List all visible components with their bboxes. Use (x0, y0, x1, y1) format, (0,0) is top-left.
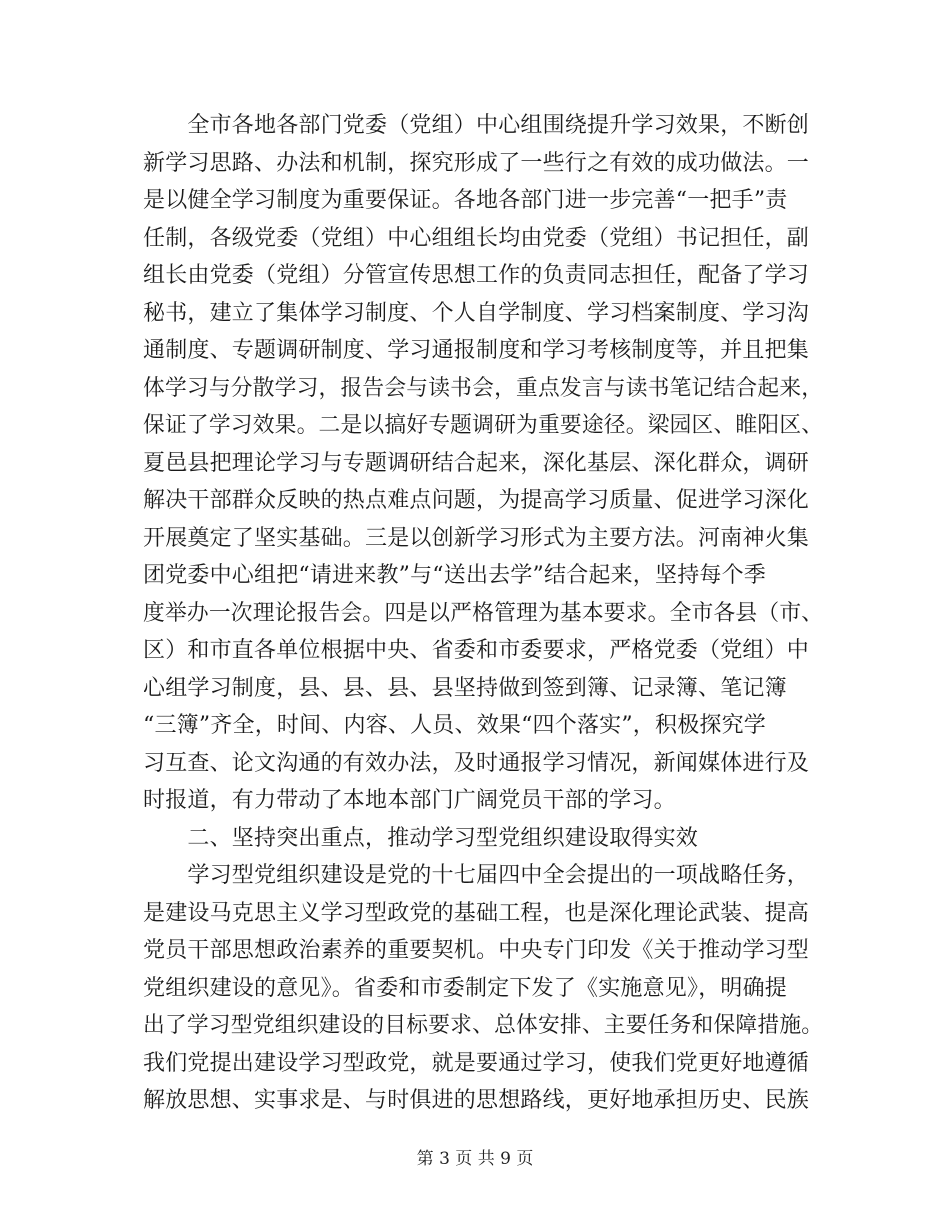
body-text-line: 党员干部思想政治素养的重要契机。中央专门印发《关于推动学习型 (143, 938, 810, 963)
section-heading: 二、坚持突出重点，推动学习型党组织建设取得实效 (143, 826, 699, 851)
body-text-line: 习互查、论文沟通的有效办法，及时通报学习情况，新闻媒体进行及 (143, 751, 810, 776)
body-text-line: 是建设马克思主义学习型政党的基础工程，也是深化理论武装、提高 (143, 901, 810, 926)
body-text-line: 出了学习型党组织建设的目标要求、总体安排、主要任务和保障措施。 (143, 1013, 824, 1038)
body-text-line: 新学习思路、办法和机制，探究形成了一些行之有效的成功做法。一 (143, 151, 810, 176)
body-text-line: 全市各地各部门党委（党组）中心组围绕提升学习效果，不断创 (143, 113, 810, 138)
body-text-line: “三簿”齐全，时间、内容、人员、效果“四个落实”，积极探究学 (143, 713, 766, 738)
body-text-line: 开展奠定了坚实基础。三是以创新学习形式为主要方法。河南神火集 (143, 526, 810, 551)
body-text-line: 时报道，有力带动了本地本部门广阔党员干部的学习。 (143, 788, 676, 813)
body-text-line: 我们党提出建设学习型政党，就是要通过学习，使我们党更好地遵循 (143, 1051, 810, 1076)
page-number-footer: 第 3 页 共 9 页 (416, 1149, 534, 1169)
body-text-line: 学习型党组织建设是党的十七届四中全会提出的一项战略任务， (143, 863, 810, 888)
body-text-line: 体学习与分散学习，报告会与读书会，重点发言与读书笔记结合起来， (143, 376, 824, 401)
body-text-line: 是以健全学习制度为重要保证。各地各部门进一步完善“一把手”责 (143, 188, 788, 213)
body-text-line: 党组织建设的意见》。省委和市委制定下发了《实施意见》，明确提 (143, 976, 788, 1001)
body-text-line: 心组学习制度，县、县、县、县坚持做到签到簿、记录簿、笔记簿 (143, 676, 787, 701)
body-text-line: 解放思想、实事求是、与时俱进的思想路线，更好地承担历史、民族 (143, 1088, 810, 1113)
body-text-line: 任制，各级党委（党组）中心组组长均由党委（党组）书记担任，副 (143, 226, 810, 251)
body-text-line: 通制度、专题调研制度、学习通报制度和学习考核制度等，并且把集 (143, 338, 810, 363)
body-text-line: 度举办一次理论报告会。四是以严格管理为基本要求。全市各县（市、 (143, 601, 824, 626)
body-text-line: 夏邑县把理论学习与专题调研结合起来，深化基层、深化群众，调研 (143, 451, 810, 476)
body-text-line: 解决干部群众反映的热点难点问题，为提高学习质量、促进学习深化 (143, 488, 810, 513)
body-text-line: 组长由党委（党组）分管宣传思想工作的负责同志担任，配备了学习 (143, 263, 810, 288)
body-text-line: 秘书，建立了集体学习制度、个人自学制度、学习档案制度、学习沟 (143, 301, 810, 326)
body-text-line: 保证了学习效果。二是以搞好专题调研为重要途径。梁园区、睢阳区、 (143, 413, 824, 438)
body-text-line: 区）和市直各单位根据中央、省委和市委要求，严格党委（党组）中 (143, 638, 810, 663)
body-text-line: 团党委中心组把“请进来教”与“送出去学”结合起来，坚持每个季 (143, 563, 766, 588)
